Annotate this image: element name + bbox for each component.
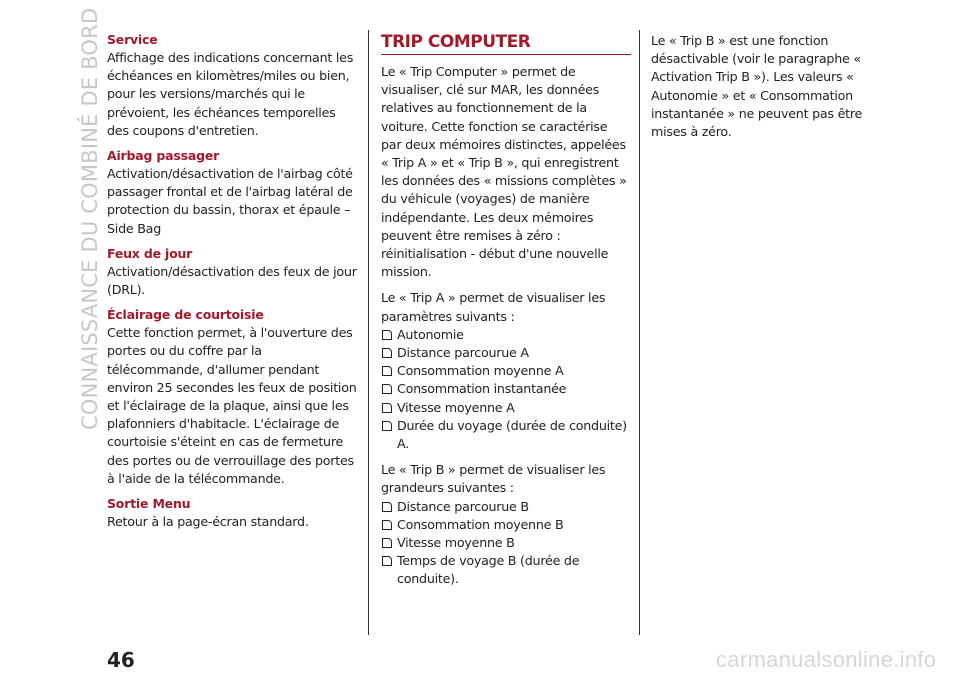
bullet-box-icon <box>382 520 392 530</box>
bullet-box-icon <box>382 421 392 431</box>
service-text: Affichage des indications concernant les échéances en kilomètres/miles ou bien, pour les versions/marchés qui le prévoient, les échéances temporelles des coupons d'entretien. <box>107 50 354 138</box>
bullet-box-icon <box>382 330 392 340</box>
exit-menu-text: Retour à la page-écran standard. <box>107 514 309 530</box>
column-divider-1 <box>368 30 369 635</box>
list-item-text: Distance parcourue A <box>397 345 529 361</box>
list-item <box>381 552 631 588</box>
bullet-box-icon <box>382 366 392 376</box>
list-item <box>381 326 631 344</box>
exit-menu-heading: Sortie Menu <box>107 496 191 512</box>
side-section-title <box>50 7 102 430</box>
bullet-box-icon <box>382 403 392 413</box>
trip-a-list <box>381 326 631 453</box>
list-item-text: Consommation moyenne A <box>397 363 564 379</box>
list-item <box>381 344 631 362</box>
list-item <box>381 498 631 516</box>
page-number: 46 <box>107 648 135 672</box>
bullet-box-icon <box>382 384 392 394</box>
bullet-box-icon <box>382 556 392 566</box>
list-item <box>381 417 631 453</box>
list-item <box>381 399 631 417</box>
column-divider-2 <box>639 30 640 635</box>
trip-b-intro: Le « Trip B » permet de visualiser les grandeurs suivantes : <box>381 462 606 496</box>
daylights-text: Activation/désactivation des feux de jour (DRL). <box>107 263 357 298</box>
trip-a-intro: Le « Trip A » permet de visualiser les paramètres suivants : <box>381 290 606 324</box>
column-1 <box>107 32 359 531</box>
list-item-text: Distance parcourue B <box>397 498 529 514</box>
list-item <box>381 534 631 552</box>
airbag-heading: Airbag passager <box>107 148 220 164</box>
list-item-text: Temps de voyage B (durée de conduite). <box>397 553 580 587</box>
list-item-text: Durée du voyage (durée de conduite) A. <box>397 417 627 452</box>
bullet-box-icon <box>382 538 392 548</box>
trip-computer-heading: TRIP COMPUTER <box>381 32 631 55</box>
trip-b-list <box>381 498 631 589</box>
column-2 <box>381 32 631 589</box>
list-item <box>381 516 631 534</box>
service-heading: Service <box>107 32 158 47</box>
bullet-box-icon <box>382 502 392 512</box>
bullet-box-icon <box>382 348 392 358</box>
trip-b-deactivation-text: Le « Trip B » est une fonction désactivable (voir le paragraphe « Activation Trip B »). Les valeurs « Autonomie » et « Consommation instantanée » ne peuvent pas être mises à zéro. <box>651 33 863 140</box>
column-3 <box>651 32 891 141</box>
airbag-text: Activation/désactivation de l'airbag côté passager frontal et de l'airbag latéral de protection du bassin, thorax et épaule – Side Bag <box>107 166 353 236</box>
list-item-text: Autonomie <box>397 326 464 342</box>
list-item-text: Consommation moyenne B <box>397 516 564 532</box>
list-item-text: Vitesse moyenne A <box>397 399 515 415</box>
trip-computer-intro: Le « Trip Computer » permet de visualiser, clé sur MAR, les données relatives au fonctionnement de la voiture. Cette fonction se caractérise par deux mémoires distinctes, appelées « Trip A » et « Trip B », qui enregistrent les données des « missions complètes » du véhicule (voyages) de manière indépendante. Les deux mémoires peuvent être remises à zéro : réinitialisation - début d'une nouvelle mission. <box>381 64 627 280</box>
list-item-text: Vitesse moyenne B <box>397 535 515 551</box>
daylights-heading: Feux de jour <box>107 245 193 261</box>
watermark: carmanualsonline.info <box>716 647 937 672</box>
list-item <box>381 362 631 380</box>
courtesy-light-text: Cette fonction permet, à l'ouverture des portes ou du coffre par la télécommande, d'allumer pendant environ 25 secondes les feux de position et l'éclairage de la plaque, ainsi que les plafonniers d'habitacle. L'éclairage de courtoisie s'éteint en cas de fermeture des portes ou de verrouillage des portes à l'aide de la télécommande. <box>107 325 357 486</box>
list-item <box>381 380 631 398</box>
side-section-title-text: CONNAISSANCE DU COMBINÉ DE BORD <box>78 7 102 430</box>
courtesy-light-heading: Éclairage de courtoisie <box>107 307 264 323</box>
list-item-text: Consommation instantanée <box>397 381 567 397</box>
